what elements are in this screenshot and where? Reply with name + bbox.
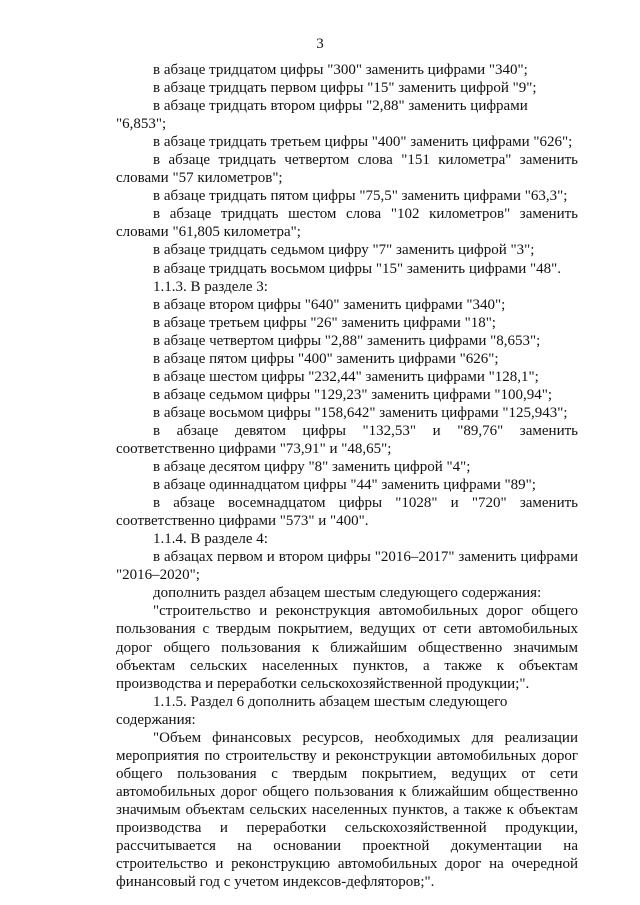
paragraph: в абзаце седьмом цифры "129,23" заменить цифрами "100,94"; [153, 386, 553, 403]
paragraph: 1.1.4. В разделе 4: [153, 531, 268, 548]
paragraph: дополнить раздел абзацем шестым следующего содержания: [153, 585, 542, 602]
page-number: 3 [316, 36, 324, 52]
paragraph: в абзаце тридцатом цифры "300" заменить цифрами "340"; [153, 62, 528, 78]
paragraph: "Объем финансовых ресурсов, необходимых для реализации мероприятия по строительству и реконструкции автомобильных дорог общего пользования с твердым покрытием, ведущих от сети автомобильных дорог общего пользования к ближайшим общественно значимым объектам сельских населенных пунктов, а также к объектам производства и переработки сельскохозяйственной продукции, рассчитывается на основании проектной документации на строительство и реконструкцию автомобильных дорог на очередной финансовый год с учетом индексов-дефляторов;". [116, 729, 578, 891]
paragraph: в абзаце пятом цифры "400" заменить цифрами "626"; [153, 350, 499, 367]
paragraph: в абзаце тридцать первом цифры "15" заменить цифрой "9"; [153, 80, 537, 97]
paragraph: "строительство и реконструкция автомобильных дорог общего пользования с твердым покрытием, ведущих от сети автомобильных дорог общего пользования к ближайшим общественно значимым объектам сельских населенных пунктов, а также к объектам производства и переработки сельскохозяйственной продукции;". [116, 603, 578, 692]
paragraph: в абзаце тридцать пятом цифры "75,5" заменить цифрами "63,3"; [153, 188, 568, 205]
paragraph: в абзаце восьмом цифры "158,642" заменить цифрами "125,943"; [153, 404, 568, 421]
paragraph: в абзаце восемнадцатом цифры "1028" и "720" заменить соответственно цифрами "573" и "400". [116, 495, 578, 530]
paragraph: в абзаце тридцать седьмом цифру "7" заменить цифрой "3"; [153, 242, 535, 259]
paragraph: в абзаце десятом цифру "8" заменить цифрой "4"; [153, 459, 471, 476]
paragraph: в абзаце девятом цифры "132,53" и "89,76" заменить соответственно цифрами "73,91" и "48,65"; [116, 422, 578, 457]
paragraph: в абзаце тридцать шестом слова "102 километров" заменить словами "61,805 километра"; [116, 206, 578, 241]
paragraph: в абзаце втором цифры "640" заменить цифрами "340"; [153, 296, 506, 313]
paragraph: в абзаце четвертом цифры "2,88" заменить цифрами "8,653"; [153, 332, 541, 349]
paragraph: в абзацах первом и втором цифры "2016–2017" заменить цифрами "2016–2020"; [116, 549, 578, 584]
paragraph: в абзаце тридцать четвертом слова "151 километра" заменить словами "57 километров"; [116, 152, 578, 187]
paragraph: в абзаце шестом цифры "232,44" заменить цифрами "128,1"; [153, 368, 539, 385]
paragraph: в абзаце тридцать восьмом цифры "15" заменить цифрами "48". [153, 260, 562, 277]
paragraph: в абзаце тридцать втором цифры "2,88" заменить цифрами "6,853"; [116, 98, 528, 133]
paragraph: 1.1.5. Раздел 6 дополнить абзацем шестым следующего содержания: [116, 693, 508, 728]
paragraph: 1.1.3. В разделе 3: [153, 278, 268, 295]
paragraph: в абзаце третьем цифры "26" заменить цифрами "18"; [153, 314, 496, 331]
document-body [116, 61, 578, 891]
paragraph: в абзаце тридцать третьем цифры "400" заменить цифрами "626"; [153, 134, 573, 151]
paragraph: в абзаце одиннадцатом цифры "44" заменить цифрами "89"; [153, 477, 536, 494]
